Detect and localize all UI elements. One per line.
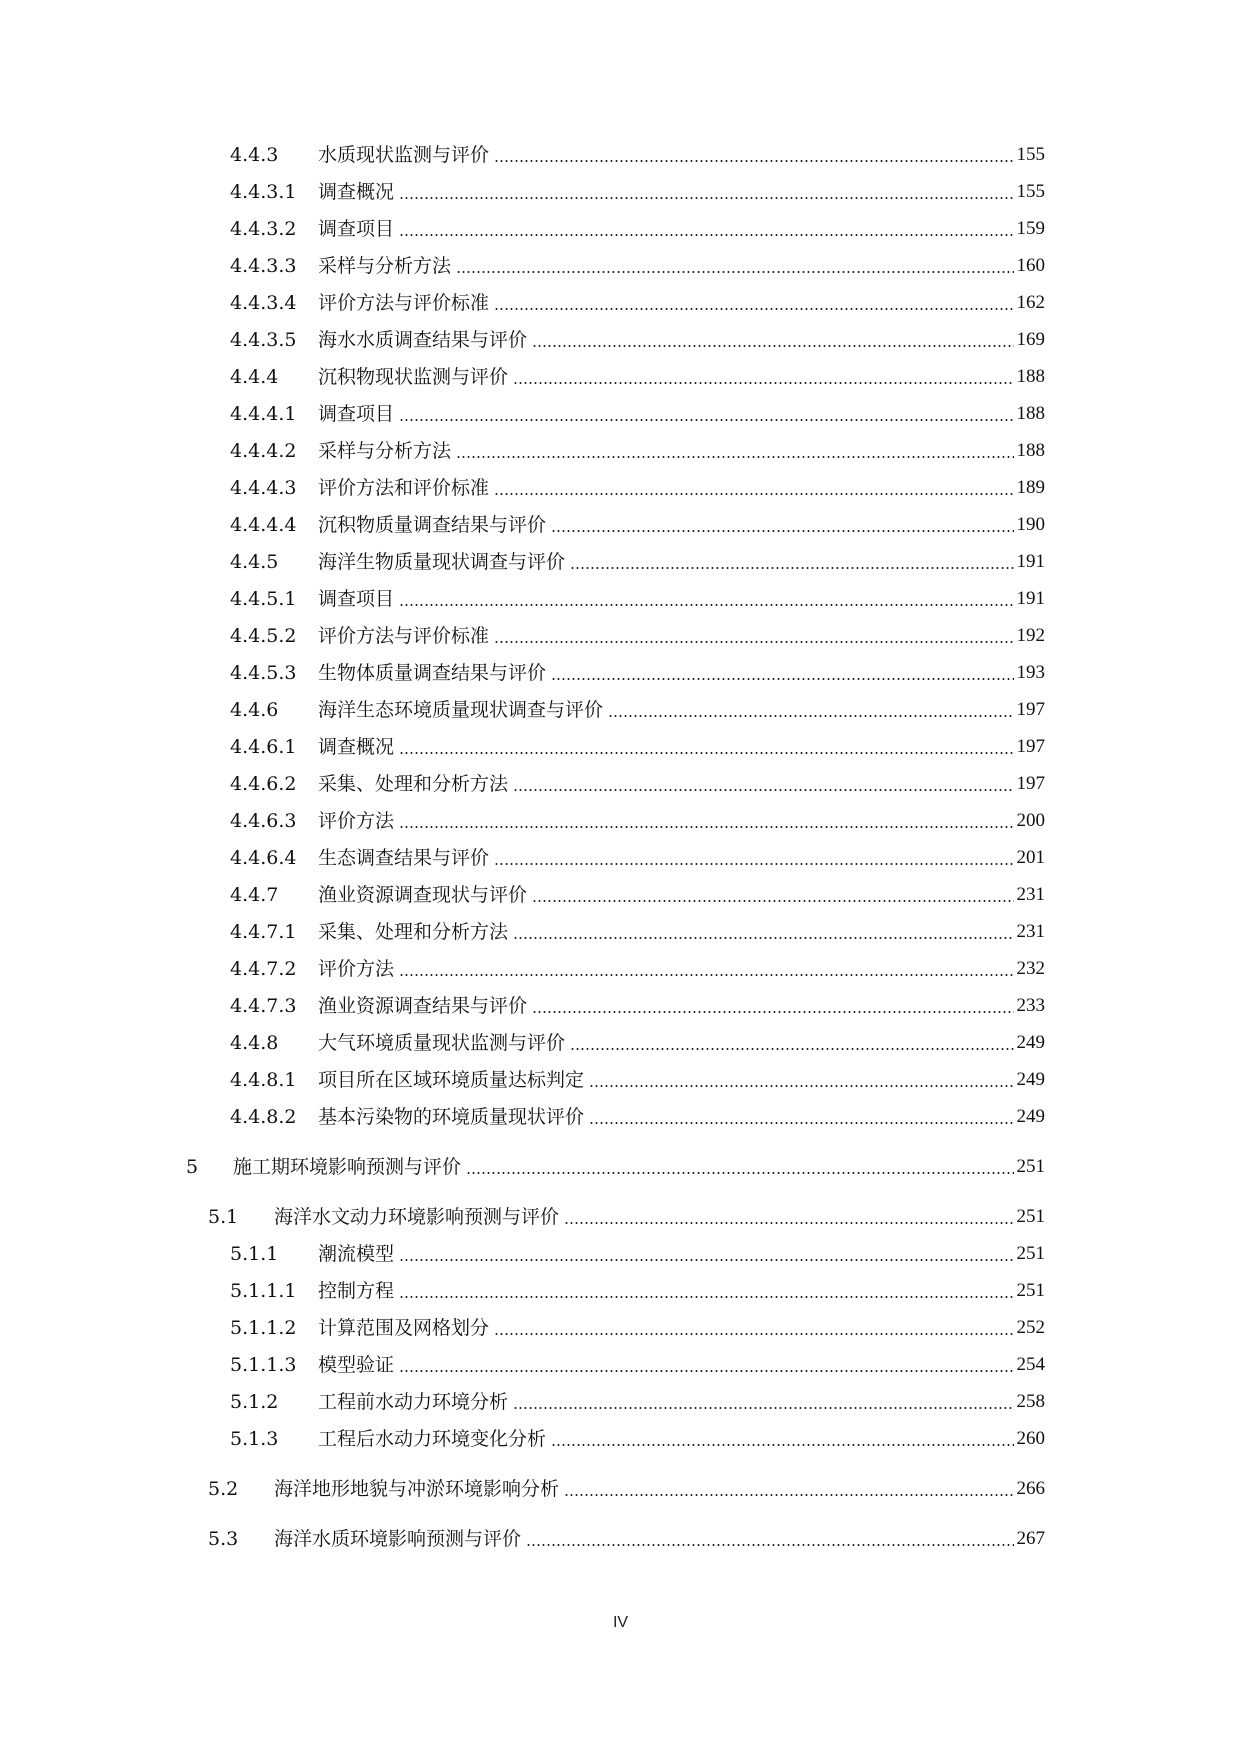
toc-entry[interactable]: [0, 695, 1045, 725]
toc-dot-leader: [399, 752, 1013, 754]
toc-entry-number: 4.4.3.1: [230, 181, 297, 203]
toc-entry[interactable]: [0, 547, 1045, 577]
toc-dot-leader: [551, 530, 1013, 532]
toc-dot-leader: [570, 1048, 1013, 1050]
toc-entry-title: 大气环境质量现状监测与评价: [318, 1032, 566, 1054]
toc-dot-leader: [551, 678, 1013, 680]
toc-dot-leader: [466, 1172, 1013, 1174]
toc-entry-number: 5.3: [208, 1528, 239, 1550]
toc-entry-page: 188: [1016, 403, 1045, 424]
toc-entry-title: 生态调查结果与评价: [318, 847, 490, 869]
toc-entry-title: 施工期环境影响预测与评价: [233, 1156, 462, 1178]
toc-entry-title: 海洋地形地貌与冲淤环境影响分析: [274, 1478, 560, 1500]
toc-entry-page: 192: [1016, 625, 1045, 646]
toc-entry-number: 4.4.5.3: [230, 662, 297, 684]
toc-entry-number: 5.1.2: [230, 1391, 279, 1413]
toc-dot-leader: [589, 1122, 1013, 1124]
toc-entry-page: 251: [1016, 1156, 1045, 1177]
toc-dot-leader: [494, 1333, 1013, 1335]
toc-entry[interactable]: [0, 214, 1045, 244]
toc-entry-title: 采样与分析方法: [318, 255, 452, 277]
toc-entry-page: 160: [1016, 255, 1045, 276]
toc-entry-page: 190: [1016, 514, 1045, 535]
toc-entry-number: 4.4.3.4: [230, 292, 297, 314]
toc-dot-leader: [494, 493, 1013, 495]
toc-entry-title: 调查项目: [318, 403, 395, 425]
toc-dot-leader: [399, 197, 1013, 199]
toc-dot-leader: [513, 1407, 1013, 1409]
toc-entry-title: 控制方程: [318, 1280, 395, 1302]
toc-dot-leader: [513, 937, 1013, 939]
toc-entry-number: 4.4.7.3: [230, 995, 297, 1017]
toc-entry-title: 基本污染物的环境质量现状评价: [318, 1106, 585, 1128]
toc-entry[interactable]: [0, 1202, 1045, 1232]
toc-entry[interactable]: [0, 1065, 1045, 1095]
toc-entry-number: 4.4.6.3: [230, 810, 297, 832]
toc-entry-number: 4.4.3.2: [230, 218, 297, 240]
toc-entry-page: 251: [1016, 1206, 1045, 1227]
toc-entry-number: 4.4.6.2: [230, 773, 297, 795]
toc-dot-leader: [589, 1085, 1013, 1087]
toc-entry[interactable]: [0, 177, 1045, 207]
toc-entry-page: 249: [1016, 1032, 1045, 1053]
toc-dot-leader: [399, 604, 1013, 606]
toc-dot-leader: [532, 1011, 1013, 1013]
toc-entry-number: 4.4.3: [230, 144, 279, 166]
toc-entry-page: 251: [1016, 1280, 1045, 1301]
toc-entry-page: 155: [1016, 181, 1045, 202]
toc-entry-page: 159: [1016, 218, 1045, 239]
toc-entry[interactable]: [0, 843, 1045, 873]
toc-entry-page: 266: [1016, 1478, 1045, 1499]
toc-entry[interactable]: [0, 658, 1045, 688]
toc-entry[interactable]: [0, 769, 1045, 799]
toc-dot-leader: [399, 1296, 1013, 1298]
toc-entry-number: 5.1.1.1: [230, 1280, 297, 1302]
toc-entry-title: 生物体质量调查结果与评价: [318, 662, 547, 684]
toc-entry[interactable]: [0, 1028, 1045, 1058]
toc-entry-page: 249: [1016, 1069, 1045, 1090]
toc-entry-number: 4.4.8: [230, 1032, 279, 1054]
toc-entry-number: 4.4.5.2: [230, 625, 297, 647]
toc-entry[interactable]: [0, 1313, 1045, 1343]
toc-entry[interactable]: [0, 436, 1045, 466]
toc-entry-page: 231: [1016, 884, 1045, 905]
toc-entry-number: 4.4.4: [230, 366, 279, 388]
toc-entry[interactable]: [0, 1239, 1045, 1269]
toc-entry-title: 项目所在区域环境质量达标判定: [318, 1069, 585, 1091]
toc-entry-page: 251: [1016, 1243, 1045, 1264]
toc-dot-leader: [551, 1444, 1013, 1446]
toc-entry-page: 193: [1016, 662, 1045, 683]
toc-entry-number: 4.4.6.1: [230, 736, 297, 758]
toc-dot-leader: [494, 863, 1013, 865]
toc-entry-number: 4.4.4.3: [230, 477, 297, 499]
toc-entry[interactable]: [0, 1102, 1045, 1132]
toc-entry-number: 4.4.6.4: [230, 847, 297, 869]
toc-entry[interactable]: [0, 140, 1045, 170]
toc-entry-title: 沉积物现状监测与评价: [318, 366, 509, 388]
toc-dot-leader: [526, 1544, 1013, 1546]
toc-entry-title: 调查概况: [318, 736, 395, 758]
toc-entry-number: 4.4.6: [230, 699, 279, 721]
toc-entry-number: 5: [186, 1156, 199, 1178]
toc-dot-leader: [399, 1259, 1013, 1261]
toc-dot-leader: [513, 789, 1013, 791]
toc-entry-title: 潮流模型: [318, 1243, 395, 1265]
toc-entry-title: 采样与分析方法: [318, 440, 452, 462]
toc-entry[interactable]: [0, 288, 1045, 318]
toc-entry-number: 4.4.7.1: [230, 921, 297, 943]
toc-entry-page: 188: [1016, 366, 1045, 387]
toc-entry-number: 5.2: [208, 1478, 239, 1500]
toc-dot-leader: [494, 308, 1013, 310]
toc-entry-number: 4.4.4.4: [230, 514, 297, 536]
toc-entry-title: 调查项目: [318, 218, 395, 240]
toc-entry-number: 4.4.4.2: [230, 440, 297, 462]
toc-entry-page: 267: [1016, 1528, 1045, 1549]
toc-entry[interactable]: [0, 621, 1045, 651]
toc-entry-page: 233: [1016, 995, 1045, 1016]
toc-entry[interactable]: [0, 1276, 1045, 1306]
toc-entry[interactable]: [0, 362, 1045, 392]
toc-dot-leader: [570, 567, 1013, 569]
toc-entry-title: 海水水质调查结果与评价: [318, 329, 528, 351]
toc-entry-number: 4.4.5: [230, 551, 279, 573]
toc-entry-number: 4.4.5.1: [230, 588, 297, 610]
toc-entry-number: 4.4.7: [230, 884, 279, 906]
toc-dot-leader: [564, 1494, 1013, 1496]
toc-entry-title: 采集、处理和分析方法: [318, 773, 509, 795]
toc-entry[interactable]: [0, 473, 1045, 503]
toc-entry-number: 4.4.8.1: [230, 1069, 297, 1091]
toc-entry[interactable]: [0, 584, 1045, 614]
toc-entry-number: 4.4.7.2: [230, 958, 297, 980]
toc-entry-title: 渔业资源调查结果与评价: [318, 995, 528, 1017]
toc-dot-leader: [494, 641, 1013, 643]
toc-entry[interactable]: [0, 732, 1045, 762]
toc-entry[interactable]: [0, 1387, 1045, 1417]
toc-entry-page: 252: [1016, 1317, 1045, 1338]
toc-entry[interactable]: [0, 880, 1045, 910]
toc-entry[interactable]: [0, 510, 1045, 540]
toc-entry-page: 188: [1016, 440, 1045, 461]
toc-entry-page: 162: [1016, 292, 1045, 313]
toc-entry-title: 海洋水质环境影响预测与评价: [274, 1528, 522, 1550]
toc-entry-page: 191: [1016, 551, 1045, 572]
toc-dot-leader: [399, 974, 1013, 976]
toc-entry-page: 258: [1016, 1391, 1045, 1412]
toc-dot-leader: [399, 419, 1013, 421]
toc-entry-title: 渔业资源调查现状与评价: [318, 884, 528, 906]
toc-entry-number: 4.4.3.5: [230, 329, 297, 351]
toc-entry-page: 200: [1016, 810, 1045, 831]
toc-entry-title: 调查概况: [318, 181, 395, 203]
toc-entry-page: 197: [1016, 699, 1045, 720]
toc-entry-title: 水质现状监测与评价: [318, 144, 490, 166]
toc-entry-title: 海洋生物质量现状调查与评价: [318, 551, 566, 573]
toc-dot-leader: [608, 715, 1013, 717]
toc-entry[interactable]: [0, 1424, 1045, 1454]
toc-dot-leader: [456, 456, 1013, 458]
toc-entry-title: 评价方法: [318, 810, 395, 832]
toc-dot-leader: [513, 382, 1013, 384]
page-number-footer: IV: [612, 1614, 629, 1631]
toc-dot-leader: [532, 900, 1013, 902]
toc-entry-page: 254: [1016, 1354, 1045, 1375]
toc-entry-page: 169: [1016, 329, 1045, 350]
toc-entry-title: 评价方法和评价标准: [318, 477, 490, 499]
toc-entry-page: 155: [1016, 144, 1045, 165]
toc-entry-page: 201: [1016, 847, 1045, 868]
toc-entry-title: 评价方法: [318, 958, 395, 980]
toc-entry-number: 5.1.1.2: [230, 1317, 297, 1339]
toc-entry[interactable]: [0, 991, 1045, 1021]
toc-entry-number: 4.4.4.1: [230, 403, 297, 425]
toc-entry-page: 197: [1016, 736, 1045, 757]
toc-entry-title: 沉积物质量调查结果与评价: [318, 514, 547, 536]
toc-entry[interactable]: [0, 806, 1045, 836]
toc-entry-number: 5.1: [208, 1206, 239, 1228]
toc-entry[interactable]: [0, 1152, 1045, 1182]
toc-entry[interactable]: [0, 1524, 1045, 1554]
toc-entry-page: 231: [1016, 921, 1045, 942]
toc-entry[interactable]: [0, 1474, 1045, 1504]
toc-entry[interactable]: [0, 954, 1045, 984]
toc-entry-number: 4.4.8.2: [230, 1106, 297, 1128]
toc-dot-leader: [399, 1370, 1013, 1372]
toc-dot-leader: [399, 234, 1013, 236]
toc-entry-page: 189: [1016, 477, 1045, 498]
toc-entry[interactable]: [0, 917, 1045, 947]
toc-entry-number: 5.1.3: [230, 1428, 279, 1450]
toc-dot-leader: [456, 271, 1013, 273]
toc-entry-title: 海洋水文动力环境影响预测与评价: [274, 1206, 560, 1228]
toc-entry-title: 评价方法与评价标准: [318, 625, 490, 647]
toc-entry-number: 5.1.1.3: [230, 1354, 297, 1376]
toc-entry-number: 5.1.1: [230, 1243, 279, 1265]
toc-entry-title: 模型验证: [318, 1354, 395, 1376]
toc-entry-title: 评价方法与评价标准: [318, 292, 490, 314]
toc-entry[interactable]: [0, 251, 1045, 281]
toc-entry[interactable]: [0, 399, 1045, 429]
toc-entry-page: 197: [1016, 773, 1045, 794]
toc-entry-title: 采集、处理和分析方法: [318, 921, 509, 943]
toc-dot-leader: [564, 1222, 1013, 1224]
toc-entry-page: 249: [1016, 1106, 1045, 1127]
toc-entry-title: 调查项目: [318, 588, 395, 610]
toc-entry[interactable]: [0, 1350, 1045, 1380]
toc-entry-title: 计算范围及网格划分: [318, 1317, 490, 1339]
toc-entry[interactable]: [0, 325, 1045, 355]
toc-dot-leader: [532, 345, 1013, 347]
toc-entry-title: 工程前水动力环境分析: [318, 1391, 509, 1413]
toc-entry-number: 4.4.3.3: [230, 255, 297, 277]
toc-entry-page: 232: [1016, 958, 1045, 979]
toc-entry-page: 260: [1016, 1428, 1045, 1449]
toc-dot-leader: [494, 160, 1013, 162]
toc-entry-title: 工程后水动力环境变化分析: [318, 1428, 547, 1450]
toc-dot-leader: [399, 826, 1013, 828]
toc-entry-page: 191: [1016, 588, 1045, 609]
toc-entry-title: 海洋生态环境质量现状调查与评价: [318, 699, 604, 721]
